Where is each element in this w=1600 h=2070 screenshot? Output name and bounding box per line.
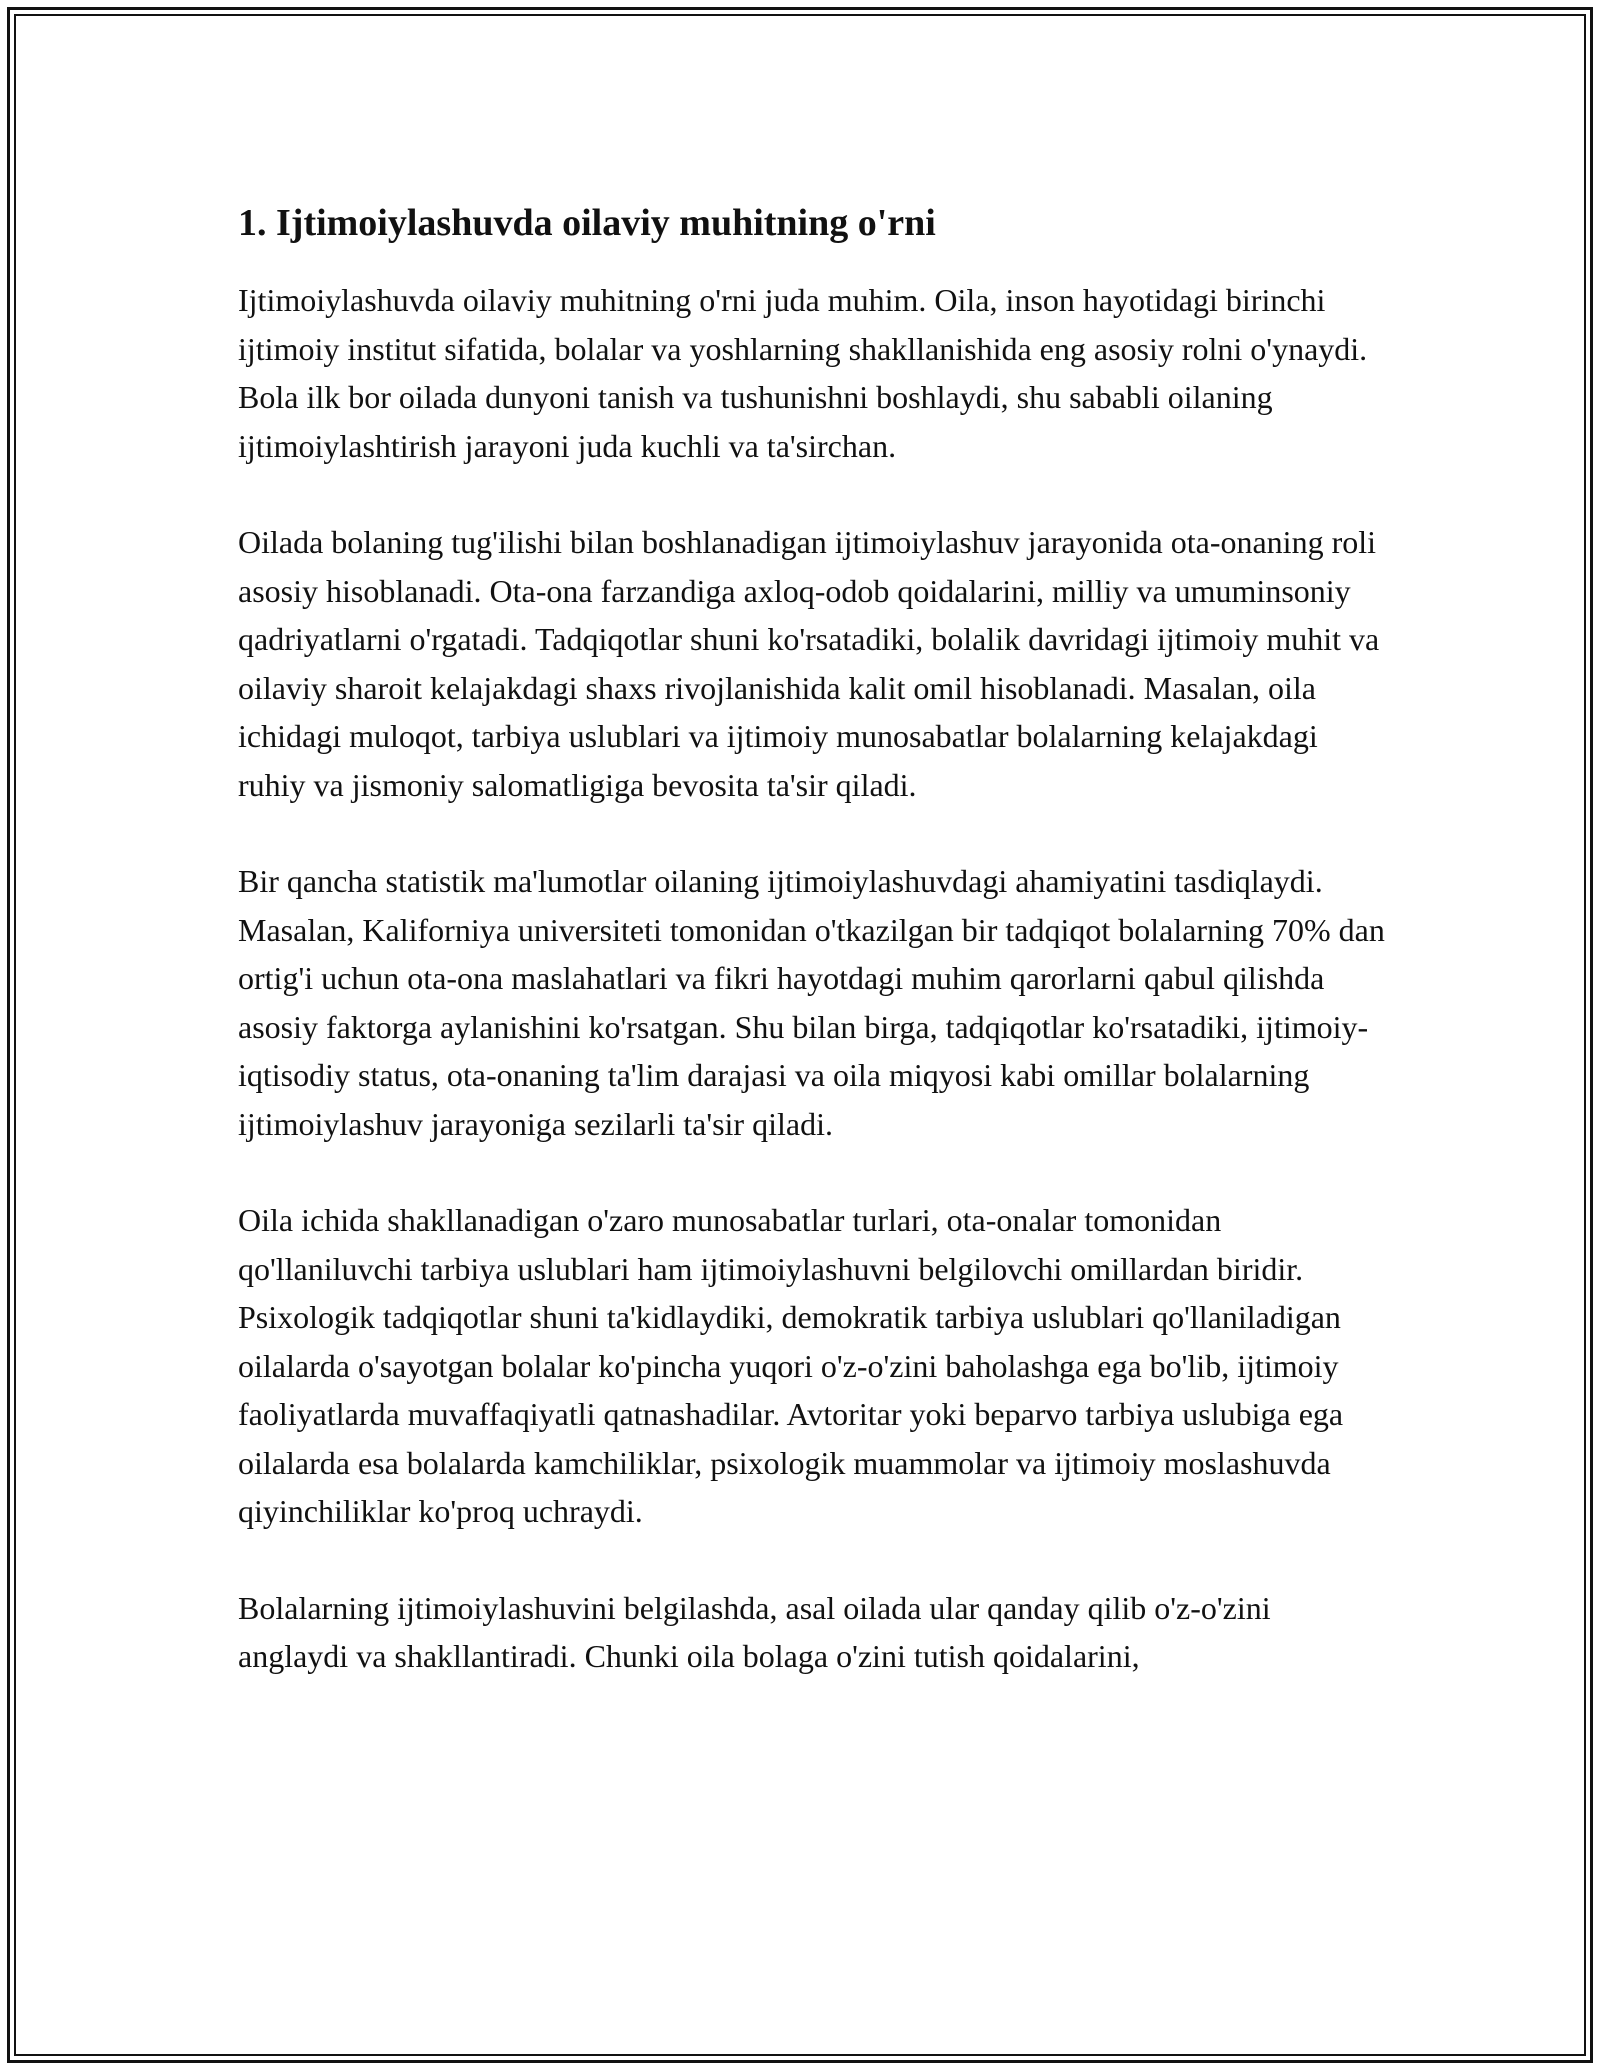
paragraph-statistics: Bir qancha statistik ma'lumotlar oilaning ijtimoiylashuvdagi ahamiyatini tasdiqlaydi. Masalan, Kaliforniya universiteti tomonidan o'tkazilgan bir tadqiqot bolalarning 70% dan ortig'i uchun ota-ona maslahatlari va fikri hayotdagi muhim qarorlarni qabul qilishda asosiy faktorga aylanishini ko'rsatgan. Shu bilan birga, tadqiqotlar ko'rsatadiki, ijtimoiy-iqtisodiy status, ota-onaning ta'lim darajasi va oila miqyosi kabi omillar bolalarning ijtimoiylashuv jarayoniga sezilarli ta'sir qiladi.	[238, 863, 1385, 1142]
page-frame	[7, 7, 1593, 2063]
paragraph-parent-role: Oilada bolaning tug'ilishi bilan boshlanadigan ijtimoiylashuv jarayonida ota-onaning roli asosiy hisoblanadi. Ota-ona farzandiga axloq-odob qoidalarini, milliy va umuminsoniy qadriyatlarni o'rgatadi. Tadqiqotlar shuni ko'rsatadiki, bolalik davridagi ijtimoiy muhit va oilaviy sharoit kelajakdagi shaxs rivojlanishida kalit omil hisoblanadi. Masalan, oila ichidagi muloqot, tarbiya uslublari va ijtimoiy munosabatlar bolalarning kelajakdagi ruhiy va jismoniy salomatligiga bevosita ta'sir qiladi.	[238, 524, 1380, 803]
paragraph-family-role: Ijtimoiylashuvda oilaviy muhitning o'rni juda muhim. Oila, inson hayotidagi birinchi ijtimoiy institut sifatida, bolalar va yoshlarning shakllanishida eng asosiy rolni o'ynaydi. Bola ilk bor oilada dunyoni tanish va tushunishni boshlaydi, shu sababli oilaning ijtimoiylashtirish jarayoni juda kuchli va ta'sirchan.	[238, 282, 1368, 464]
paragraph-self-awareness: Bolalarning ijtimoiylashuvini belgilashda, asal oilada ular qanday qilib o'z-o'zini anglaydi va shakllantiradi. Chunki oila bolaga o'zini tutish qoidalarini,	[238, 1589, 1271, 1674]
document-content	[238, 196, 1388, 1681]
paragraph-parenting-styles: Oila ichida shakllanadigan o'zaro munosabatlar turlari, ota-onalar tomonidan qo'llaniluvchi tarbiya uslublari ham ijtimoiylashuvni belgilovchi omillardan biridir. Psixologik tadqiqotlar shuni ta'kidlaydiki, demokratik tarbiya uslublari qo'llaniladigan oilalarda o'sayotgan bolalar ko'pincha yuqori o'z-o'zini baholashga ega bo'lib, ijtimoiy faoliyatlarda muvaffaqiyatli qatnashadilar. Avtoritar yoki beparvo tarbiya uslubiga ega oilalarda esa bolalarda kamchiliklar, psixologik muammolar va ijtimoiy moslashuvda qiyinchiliklar ko'proq uchraydi.	[238, 1202, 1344, 1529]
section-heading: 1. Ijtimoiylashuvda oilaviy muhitning o'rni	[238, 202, 936, 244]
